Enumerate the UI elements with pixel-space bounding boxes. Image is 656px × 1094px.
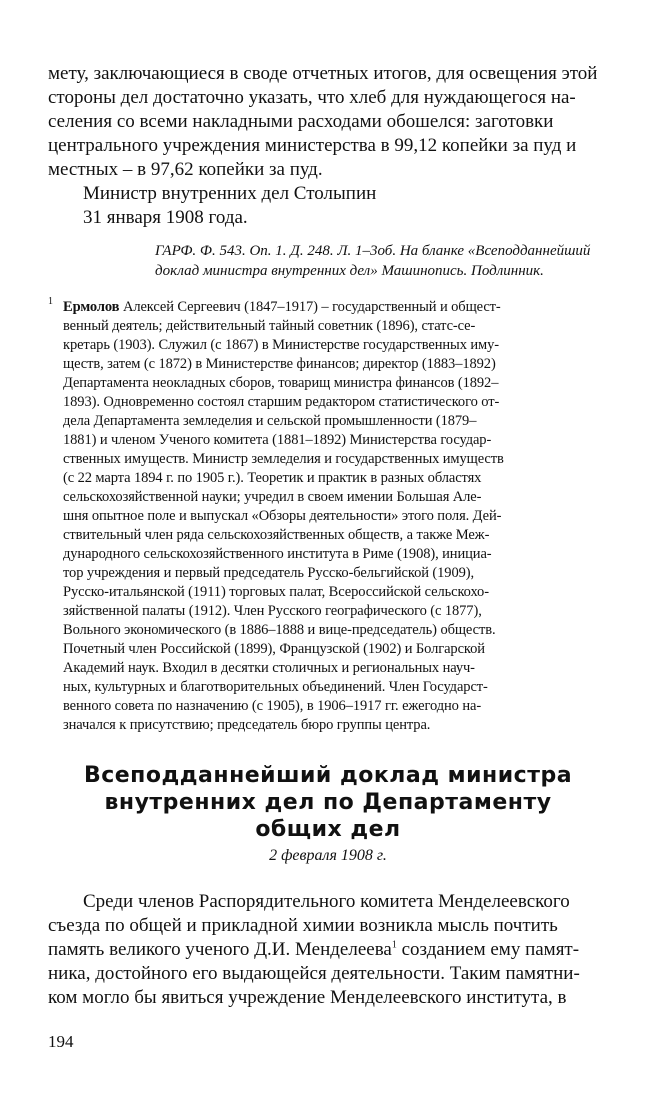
footnote-mark: 1 — [48, 296, 53, 307]
footnote-line: Департамента неокладных сборов, товарищ министра финансов (1892– — [63, 375, 499, 391]
footnote-reference[interactable]: 1 — [391, 939, 397, 951]
footnote-line: дела Департамента земледелия и сельской промышленности (1879– — [63, 413, 477, 429]
signature: Министр внутренних дел Столыпин — [83, 183, 377, 204]
footnote-first-line — [63, 298, 501, 317]
text-line: ника, достойного его выдающейся деятельности. Таким памятни- — [48, 963, 580, 984]
footnote-line: (с 22 марта 1894 г. по 1905 г.). Теоретик и практик в разных областях — [63, 470, 482, 486]
source-line: доклад министра внутренних дел» Машинопись. Подлинник. — [155, 263, 544, 279]
footnote-line: 1881) и членом Ученого комитета (1881–1892) Министерства государ- — [63, 432, 492, 448]
page-number: 194 — [48, 1032, 74, 1051]
text-line: селения со всеми накладными расходами обошелся: заготовки — [48, 111, 554, 132]
footnote-line: Академий наук. Входил в десятки столичных и региональных науч- — [63, 660, 475, 676]
footnote-line: шня опытное поле и выпускал «Обзоры деятельности» этого поля. Дей- — [63, 508, 502, 524]
text-line-with-footnote-ref — [48, 938, 579, 962]
text-segment: созданием ему памят- — [396, 939, 580, 960]
sign-date: 31 января 1908 года. — [83, 207, 248, 228]
footnote-line: зяйственной палаты (1912). Член Русского географического (с 1877), — [63, 603, 482, 619]
footnote-line: ствительный член ряда сельскохозяйственных обществ, а также Меж- — [63, 527, 490, 543]
text-line: ком могло бы явиться учреждение Менделеевского института, в — [48, 987, 567, 1008]
footnote-line: Почетный член Российской (1899), Французской (1902) и Болгарской — [63, 641, 485, 657]
footnote-line: венный деятель; действительный тайный советник (1896), статс-се- — [63, 318, 476, 334]
footnote-line: Вольного экономического (в 1886–1888 и вице-председатель) обществ. — [63, 622, 496, 638]
footnote-line: ществ, затем (с 1872) в Министерстве финансов; директор (1883–1892) — [63, 356, 496, 372]
footnote-line: 1893). Одновременно состоял старшим редактором статистического от- — [63, 394, 500, 410]
heading-line: внутренних дел по Департаменту — [104, 790, 552, 815]
text-line: съезда по общей и прикладной химии возникла мысль почтить — [48, 915, 558, 936]
source-line: ГАРФ. Ф. 543. Оп. 1. Д. 248. Л. 1–3об. На бланке «Всеподданнейший — [155, 243, 591, 259]
text-line: Среди членов Распорядительного комитета Менделеевского — [83, 891, 570, 912]
footnote-line: тор учреждения и первый председатель Русско-бельгийской (1909), — [63, 565, 474, 581]
text-line: мету, заключающиеся в своде отчетных итогов, для освещения этой — [48, 63, 598, 84]
footnote-name: Ермолов — [63, 299, 120, 315]
footnote-line: кретарь (1903). Служил (с 1867) в Министерстве государственных иму- — [63, 337, 499, 353]
footnote-line: дународного сельскохозяйственного института в Риме (1908), инициа- — [63, 546, 492, 562]
text-segment: память великого ученого Д.И. Менделеева — [48, 939, 392, 960]
heading-line: общих дел — [255, 817, 401, 842]
footnote-line: значался к присутствию; председатель бюро группы центра. — [63, 717, 431, 733]
text-line: местных – в 97,62 копейки за пуд. — [48, 159, 323, 180]
document-date: 2 февраля 1908 г. — [269, 847, 387, 864]
text-line: центрального учреждения министерства в 99,12 копейки за пуд и — [48, 135, 577, 156]
footnote-first-line-text: Алексей Сергеевич (1847–1917) – государственный и общест- — [122, 299, 501, 315]
footnote-line: сельскохозяйственной науки; учредил в своем имении Большая Але- — [63, 489, 482, 505]
footnote-line: ных, культурных и благотворительных объединений. Член Государст- — [63, 679, 488, 695]
footnote-line: ственных имуществ. Министр земледелия и государственных имуществ — [63, 451, 504, 467]
text-line: стороны дел достаточно указать, что хлеб для нуждающегося на- — [48, 87, 576, 108]
heading-line: Всеподданнейший доклад министра — [83, 763, 573, 788]
footnote-line: Русско-итальянской (1911) торговых палат, Всероссийской сельскохо- — [63, 584, 489, 600]
footnote-line: венного совета по назначению (с 1905), в 1906–1917 гг. ежегодно на- — [63, 698, 482, 714]
